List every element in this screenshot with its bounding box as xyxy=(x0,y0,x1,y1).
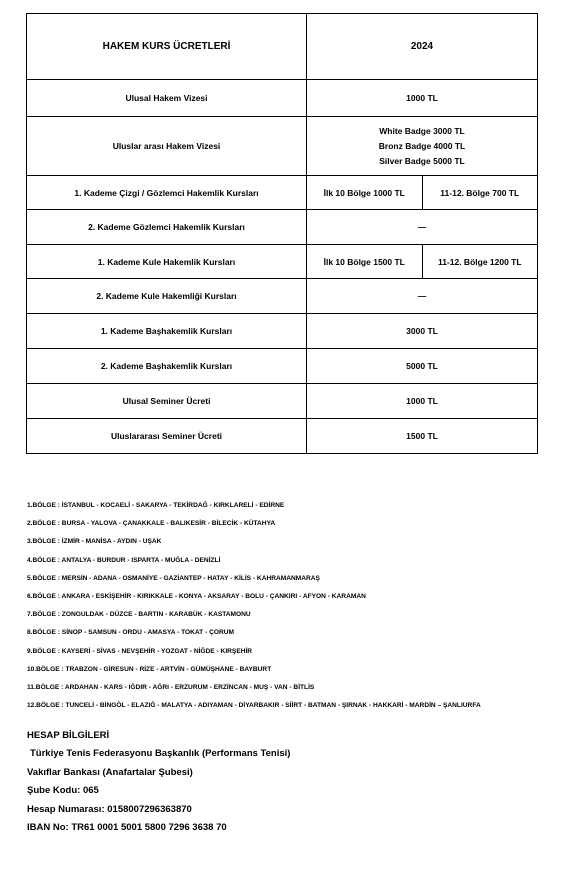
region-item: 2.BÖLGE : BURSA - YALOVA - ÇANAKKALE - BALIKESİR - BİLECİK - KÜTAHYA xyxy=(27,520,276,528)
fee-table xyxy=(26,13,538,454)
region-item: 10.BÖLGE : TRABZON - GİRESUN - RİZE - ARTVİN - GÜMÜŞHANE - BAYBURT xyxy=(27,665,272,673)
table-row xyxy=(27,117,538,176)
bank-name: Vakıflar Bankası (Anafartalar Şubesi) xyxy=(27,766,193,778)
row-value: 1500 TL xyxy=(307,419,538,454)
table-row xyxy=(27,419,538,454)
branch-code: Şube Kodu: 065 xyxy=(27,785,99,797)
badge-silver: Silver Badge 5000 TL xyxy=(379,155,465,166)
row-label: 1. Kademe Kule Hakemlik Kursları xyxy=(27,245,307,279)
table-row xyxy=(27,80,538,117)
row-label: 2. Kademe Gözlemci Hakemlik Kursları xyxy=(27,210,307,245)
row-value-last-regions: 11-12. Bölge 700 TL xyxy=(422,176,538,210)
row-value: 1000 TL xyxy=(307,80,538,117)
row-value-first-regions: İlk 10 Bölge 1500 TL xyxy=(307,245,423,279)
table-row xyxy=(27,210,538,245)
row-value-last-regions: 11-12. Bölge 1200 TL xyxy=(422,245,538,279)
badge-white: White Badge 3000 TL xyxy=(379,125,465,136)
table-row xyxy=(27,384,538,419)
row-label: Ulusal Hakem Vizesi xyxy=(27,80,307,117)
row-value: 3000 TL xyxy=(307,314,538,349)
region-item: 8.BÖLGE : SİNOP - SAMSUN - ORDU - AMASYA - TOKAT - ÇORUM xyxy=(27,629,234,637)
region-item: 3.BÖLGE : İZMİR - MANİSA - AYDIN - UŞAK xyxy=(27,538,162,546)
row-label: 1. Kademe Başhakemlik Kursları xyxy=(27,314,307,349)
header-year: 2024 xyxy=(307,14,538,80)
row-label: 1. Kademe Çizgi / Gözlemci Hakemlik Kursları xyxy=(27,176,307,210)
region-item: 1.BÖLGE : İSTANBUL - KOCAELİ - SAKARYA - TEKİRDAĞ - KIRKLARELİ - EDİRNE xyxy=(27,502,285,509)
row-value: — xyxy=(307,210,538,245)
table-row xyxy=(27,245,538,279)
region-item: 6.BÖLGE : ANKARA - ESKİŞEHİR - KIRIKKALE - KONYA - AKSARAY - BOLU - ÇANKIRI - AFYON - KARAMAN xyxy=(27,592,366,600)
table-row xyxy=(27,314,538,349)
bank-info-title: HESAP BİLGİLERİ xyxy=(27,730,110,741)
row-label: Uluslar arası Hakem Vizesi xyxy=(27,117,307,176)
iban: IBAN No: TR61 0001 5001 5800 7296 3638 70 xyxy=(27,821,227,833)
row-value: 5000 TL xyxy=(307,349,538,384)
row-value: 1000 TL xyxy=(307,384,538,419)
table-row xyxy=(27,349,538,384)
account-holder: Türkiye Tenis Federasyonu Başkanlık (Performans Tenisi) xyxy=(30,748,291,760)
table-header-row xyxy=(27,14,538,80)
badge-fees xyxy=(307,117,538,176)
table-row xyxy=(27,279,538,314)
region-item: 12.BÖLGE : TUNCELİ - BİNGÖL - ELAZIĞ - MALATYA - ADIYAMAN - DİYARBAKIR - SİİRT - BATMAN - ŞIRNAK - HAKKARİ - MARDİN – ŞANLIURFA xyxy=(27,702,481,710)
region-item: 11.BÖLGE : ARDAHAN - KARS - IĞDIR - AĞRI - ERZURUM - ERZİNCAN - MUŞ - VAN - BİTLİS xyxy=(27,683,315,691)
table-row xyxy=(27,176,538,210)
row-label: Uluslararası Seminer Ücreti xyxy=(27,419,307,454)
region-item: 5.BÖLGE : MERSİN - ADANA - OSMANİYE - GAZİANTEP - HATAY - KİLİS - KAHRAMANMARAŞ xyxy=(27,574,320,582)
region-list xyxy=(27,500,557,718)
header-course-fees: HAKEM KURS ÜCRETLERİ xyxy=(27,14,307,80)
row-value-first-regions: İlk 10 Bölge 1000 TL xyxy=(307,176,423,210)
bank-info xyxy=(27,728,547,838)
region-item: 7.BÖLGE : ZONGULDAK - DÜZCE - BARTIN - KARABÜK - KASTAMONU xyxy=(27,611,251,619)
account-number: Hesap Numarası: 0158007296363870 xyxy=(27,803,192,815)
row-value: — xyxy=(307,279,538,314)
row-label: 2. Kademe Başhakemlik Kursları xyxy=(27,349,307,384)
region-item: 4.BÖLGE : ANTALYA - BURDUR - ISPARTA - MUĞLA - DENİZLİ xyxy=(27,556,221,564)
badge-bronze: Bronz Badge 4000 TL xyxy=(378,140,466,151)
row-label: Ulusal Seminer Ücreti xyxy=(27,384,307,419)
region-item: 9.BÖLGE : KAYSERİ - SİVAS - NEVŞEHİR - YOZGAT - NİĞDE - KIRŞEHİR xyxy=(27,647,253,655)
row-label: 2. Kademe Kule Hakemliği Kursları xyxy=(27,279,307,314)
